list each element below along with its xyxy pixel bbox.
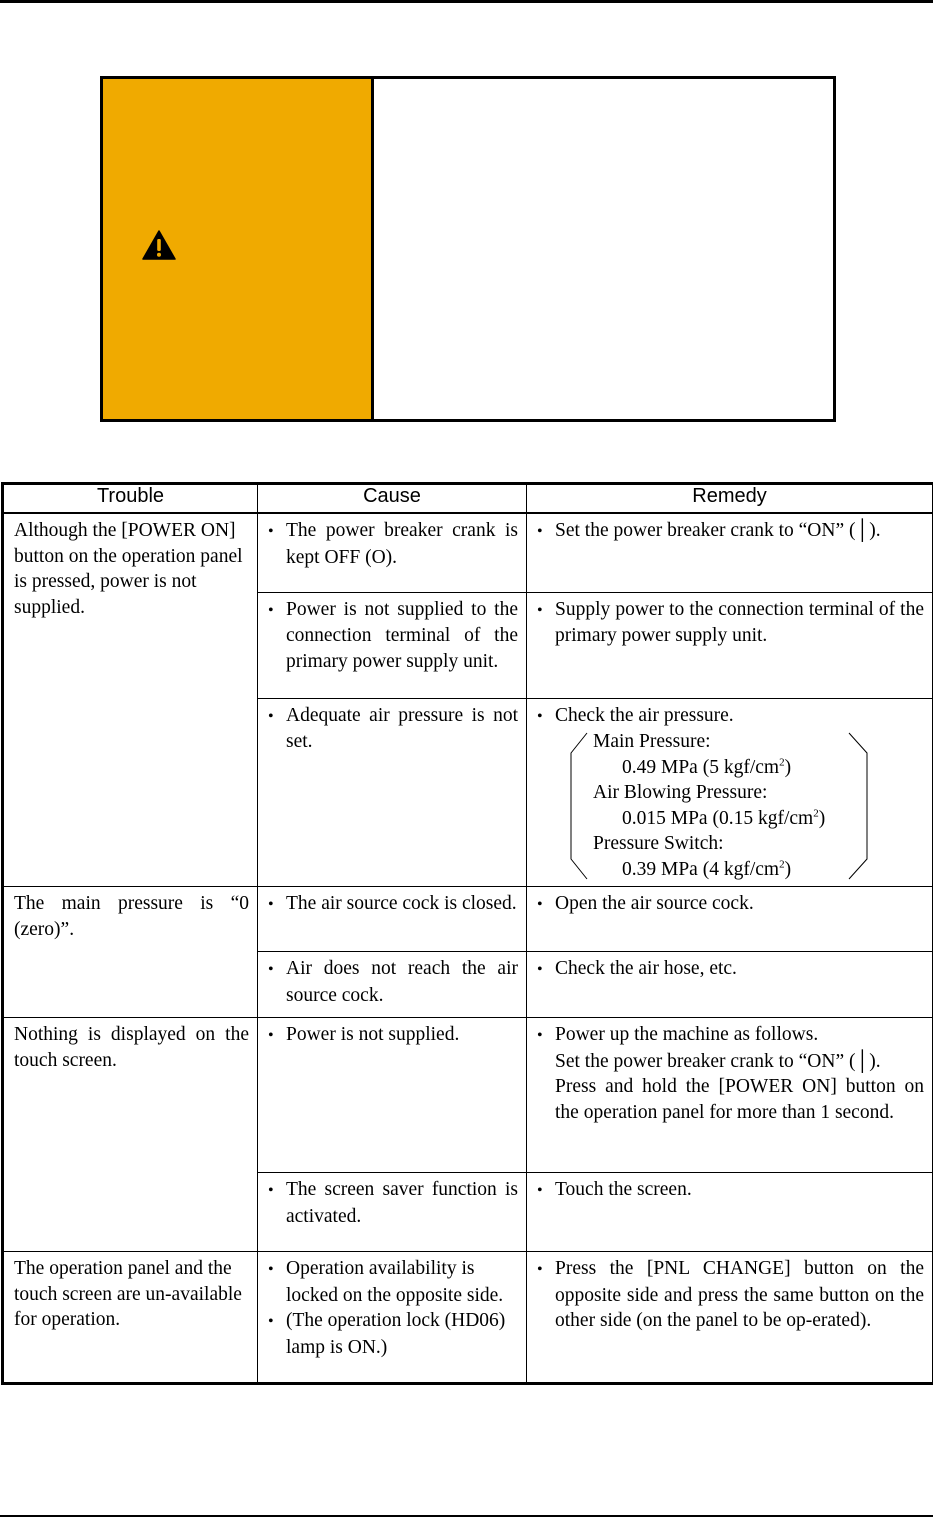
pressure-spec-list [569,729,855,882]
header-rule [0,0,933,3]
table-row [3,1018,933,1173]
remedy-cell: • Set the power breaker crank to “ON” (│). [527,513,933,592]
table-row [3,513,933,592]
remedy-cell: • Check the air hose, etc. [527,952,933,1018]
trouble-cell: The operation panel and the touch screen are un-available for operation. [3,1252,258,1384]
table-header-row [3,484,933,514]
header-remedy: Remedy [527,484,933,514]
table-row [3,887,933,952]
pressure-value: 0.015 MPa (0.15 kgf/$cm^2$) [622,807,826,829]
troubleshooting-table [1,482,933,1385]
cause-cell: • Power is not supplied. [258,1018,527,1173]
pressure-label: Pressure Switch: [593,833,724,854]
trouble-cell: Although the [POWER ON] button on the operation panel is pressed, power is not supplied. [3,513,258,887]
cause-cell: • The air source cock is closed. [258,887,527,952]
trouble-cell: Nothing is displayed on the touch screen. [3,1018,258,1252]
pressure-label: Main Pressure: [593,731,711,752]
header-cause: Cause [258,484,527,514]
remedy-cell: • Power up the machine as follows. Set the power breaker crank to “ON” (│). Press and hold the [POWER ON] button on the operation panel for more than 1 second. [527,1018,933,1173]
cause-cell: • The power breaker crank is kept OFF (O). [258,513,527,592]
trouble-cell: The main pressure is “0 (zero)”. [3,887,258,1018]
cause-cell: • Adequate air pressure is not set. [258,698,527,887]
warning-message-panel [374,79,833,419]
remedy-cell: • Open the air source cock. [527,887,933,952]
warning-box [100,76,836,422]
table-row [3,1252,933,1384]
remedy-cell: • Check the air pressure. Main Pressure: 0.49 MPa (5 kgf/$cm^2$) Air Blowing Pressure: 0.015 MPa (0.15 kgf/$cm^2$) Pressure Switch: 0.39 MPa (4 kgf/$cm^2$) [527,698,933,887]
remedy-cell: • Touch the screen. [527,1173,933,1252]
pressure-value: 0.49 MPa (5 kgf/$cm^2$) [622,756,792,778]
header-trouble: Trouble [3,484,258,514]
pressure-value: 0.39 MPa (4 kgf/$cm^2$) [622,858,792,880]
bracket-decoration [569,731,869,881]
remedy-cell: • Supply power to the connection terminal of the primary power supply unit. [527,592,933,698]
pressure-label: Air Blowing Pressure: [593,782,768,803]
cause-cell: • Air does not reach the air source cock. [258,952,527,1018]
warning-triangle-icon [142,230,176,260]
cause-cell: • The screen saver function is activated. [258,1173,527,1252]
cause-cell: • Power is not supplied to the connection terminal of the primary power supply unit. [258,592,527,698]
warning-label-panel [103,79,374,419]
remedy-cell: • Press the [PNL CHANGE] button on the opposite side and press the same button on the other side (on the panel to be op-erated). [527,1252,933,1384]
cause-cell: • Operation availability is locked on the opposite side. • (The operation lock (HD06) lamp is ON.) [258,1252,527,1384]
